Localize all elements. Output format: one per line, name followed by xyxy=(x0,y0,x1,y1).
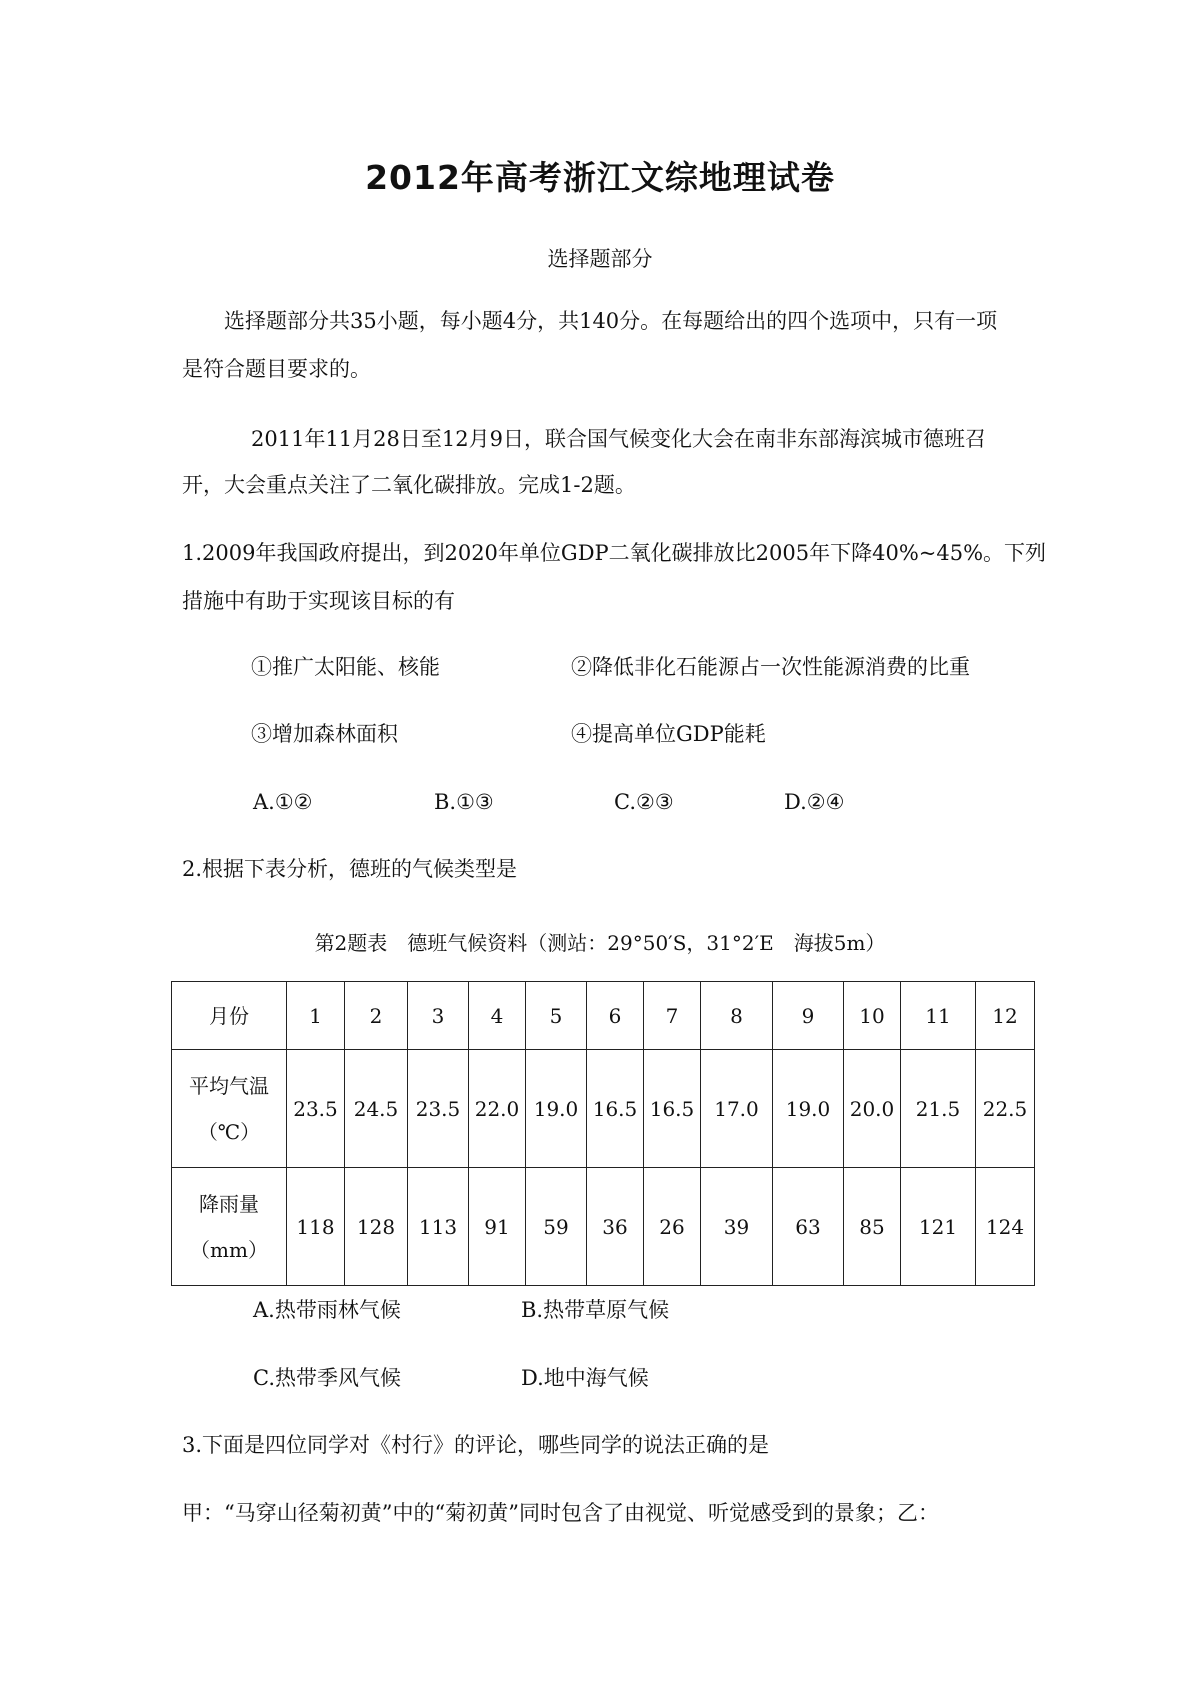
month-cell: 4 xyxy=(469,982,526,1050)
rainfall-cell: 128 xyxy=(345,1168,408,1286)
question-1-stem: 1.2009年我国政府提出，到2020年单位GDP二氧化碳排放比2005年下降40%~45%。下列 xyxy=(182,541,1047,565)
month-cell: 6 xyxy=(587,982,644,1050)
temperature-cell: 19.0 xyxy=(773,1050,844,1168)
row-header-line: （℃） xyxy=(197,1119,261,1144)
context-text: 开，大会重点关注了二氧化碳排放。完成1-2题。 xyxy=(182,473,636,497)
rainfall-cell: 59 xyxy=(526,1168,587,1286)
rainfall-cell: 26 xyxy=(644,1168,701,1286)
month-cell: 5 xyxy=(526,982,587,1050)
question-2-option-d: D.地中海气候 xyxy=(521,1366,649,1390)
month-cell: 3 xyxy=(408,982,469,1050)
question-1-item: ①推广太阳能、核能 xyxy=(251,655,440,679)
rainfall-cell: 118 xyxy=(287,1168,345,1286)
question-1-item: ④提高单位GDP能耗 xyxy=(571,722,766,746)
table-row-month xyxy=(172,982,1035,1050)
temperature-cell: 21.5 xyxy=(901,1050,976,1168)
section-heading: 选择题部分 xyxy=(547,247,653,271)
temperature-cell: 24.5 xyxy=(345,1050,408,1168)
question-3-text: 甲：“马穿山径菊初黄”中的“菊初黄”同时包含了由视觉、听觉感受到的景象；乙： xyxy=(182,1501,939,1525)
question-2-option-c: C.热带季风气候 xyxy=(253,1366,401,1390)
month-cell: 11 xyxy=(901,982,976,1050)
row-header-temperature xyxy=(172,1050,287,1168)
month-cell: 9 xyxy=(773,982,844,1050)
context-text: 2011年11月28日至12月9日，联合国气候变化大会在南非东部海滨城市德班召 xyxy=(251,427,986,451)
question-2-option-a: A.热带雨林气候 xyxy=(253,1298,401,1322)
table-row-rainfall xyxy=(172,1168,1035,1286)
temperature-cell: 22.5 xyxy=(976,1050,1035,1168)
rainfall-cell: 121 xyxy=(901,1168,976,1286)
question-1-option-c: C.②③ xyxy=(614,790,674,814)
temperature-cell: 22.0 xyxy=(469,1050,526,1168)
question-1-stem: 措施中有助于实现该目标的有 xyxy=(182,589,455,613)
month-cell: 12 xyxy=(976,982,1035,1050)
question-2-option-b: B.热带草原气候 xyxy=(521,1298,670,1322)
month-cell: 8 xyxy=(701,982,773,1050)
rainfall-cell: 91 xyxy=(469,1168,526,1286)
climate-table xyxy=(171,981,1035,1286)
row-header-line: （mm） xyxy=(190,1237,268,1262)
page-title: 2012年高考浙江文综地理试卷 xyxy=(365,158,835,197)
table-caption: 第2题表 德班气候资料（测站：29°50′S，31°2′E 海拔5m） xyxy=(314,931,886,955)
temperature-cell: 19.0 xyxy=(526,1050,587,1168)
temperature-cell: 16.5 xyxy=(587,1050,644,1168)
temperature-cell: 23.5 xyxy=(287,1050,345,1168)
rainfall-cell: 113 xyxy=(408,1168,469,1286)
row-header-line: 平均气温 xyxy=(189,1073,269,1098)
question-1-option-d: D.②④ xyxy=(784,790,845,814)
question-3-stem: 3.下面是四位同学对《村行》的评论，哪些同学的说法正确的是 xyxy=(182,1433,770,1457)
question-2-stem: 2.根据下表分析，德班的气候类型是 xyxy=(182,857,518,881)
intro-text: 选择题部分共35小题，每小题4分，共140分。在每题给出的四个选项中，只有一项 xyxy=(224,309,998,333)
intro-text: 是符合题目要求的。 xyxy=(182,357,371,381)
rainfall-cell: 124 xyxy=(976,1168,1035,1286)
rainfall-cell: 85 xyxy=(844,1168,901,1286)
question-1-item: ③增加森林面积 xyxy=(251,722,398,746)
temperature-cell: 20.0 xyxy=(844,1050,901,1168)
month-cell: 2 xyxy=(345,982,408,1050)
question-1-item: ②降低非化石能源占一次性能源消费的比重 xyxy=(571,655,970,679)
rainfall-cell: 39 xyxy=(701,1168,773,1286)
rainfall-cell: 63 xyxy=(773,1168,844,1286)
row-header-month: 月份 xyxy=(172,982,287,1050)
rainfall-cell: 36 xyxy=(587,1168,644,1286)
row-header-rainfall xyxy=(172,1168,287,1286)
temperature-cell: 17.0 xyxy=(701,1050,773,1168)
temperature-cell: 16.5 xyxy=(644,1050,701,1168)
question-1-option-a: A.①② xyxy=(253,790,313,814)
question-1-option-b: B.①③ xyxy=(434,790,494,814)
temperature-cell: 23.5 xyxy=(408,1050,469,1168)
month-cell: 7 xyxy=(644,982,701,1050)
table-row-temperature xyxy=(172,1050,1035,1168)
month-cell: 10 xyxy=(844,982,901,1050)
row-header-line: 降雨量 xyxy=(199,1191,259,1216)
month-cell: 1 xyxy=(287,982,345,1050)
